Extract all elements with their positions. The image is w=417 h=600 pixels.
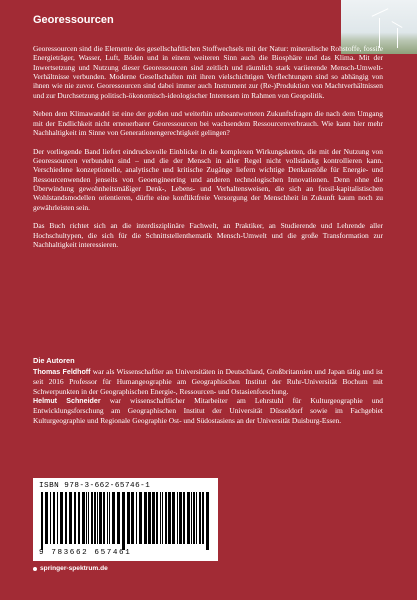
barcode-bar <box>82 492 85 544</box>
barcode-bar <box>97 492 98 544</box>
barcode-bar <box>45 492 48 544</box>
paragraph: Georessourcen sind die Elemente des gesellschaftlichen Stoffwechsels mit der Natur: mineralische Rohstoffe, fossile Energieträger, Wasser, Luft, Böden und in einem weiteren Sinn auch die Biosphäre und das Klima. Mit der Inwertsetzung und Nutzung dieser Georessourcen sind zeitlich und räumlich stark variierende Mensch-Umwelt-Verhältnisse verbunden. Moderne Gesellschaften mit ihren vielschichtigen Verflechtungen sind so abhängig von ihnen wie nie zuvor. Georessourcen sind dabei immer auch Instrument zur (Re-)Produktion von Machtverhältnissen und zur Durchsetzung politisch-ökonomisch-ideologischer Interessen im Rahmen von Geopolitik. <box>33 44 383 100</box>
barcode-bar <box>160 492 161 544</box>
barcode-bar <box>196 492 197 544</box>
barcode-bar <box>144 492 147 544</box>
barcode-bar <box>91 492 93 544</box>
authors-heading: Die Autoren <box>33 356 75 365</box>
barcode-bar <box>206 492 209 550</box>
barcode-bar <box>99 492 102 544</box>
barcode-bar <box>191 492 192 544</box>
barcode-bar <box>136 492 137 544</box>
barcode-bar <box>202 492 204 544</box>
description <box>33 44 383 259</box>
barcode-bar <box>117 492 120 544</box>
isbn-text: ISBN 978-3-662-65746-1 <box>39 482 151 490</box>
barcode-bar <box>152 492 155 544</box>
author-name: Helmut Schneider <box>33 397 101 406</box>
barcode-bar <box>103 492 105 544</box>
barcode-bar <box>65 492 67 544</box>
barcode-bar <box>183 492 185 544</box>
barcode-bar <box>94 492 96 544</box>
website-label: springer-spektrum.de <box>40 565 108 572</box>
authors-section <box>33 367 383 425</box>
barcode-bar <box>107 492 108 544</box>
author-entry <box>33 396 383 425</box>
author-bio: war als Wissenschaftler an Universitäten in Deutschland, Großbritannien und Japan tätig und ist seit 2016 Professor für Humangeographie am Geographischen Institut der Ruhr-Universität Bochum mit Schwerpunkten in der Geographischen Energie-, Ressourcen- und Ostasienforschung. <box>33 367 383 396</box>
ean-number: 9 783662 657461 <box>39 549 132 557</box>
barcode-bar <box>187 492 190 544</box>
publisher-website <box>33 565 108 572</box>
barcode-bar <box>179 492 182 544</box>
barcode <box>39 492 212 550</box>
paragraph: Neben dem Klimawandel ist eine der großen und weiterhin unbeantworteten Zukunftsfragen die nach dem Umgang mit der Endlichkeit nicht erneuerbarer Georessourcen bei wachsendem Ressourcenverbrauch. Wie kann hier mehr Nachhaltigkeit im Sinne von Generationengerechtigkeit gelingen? <box>33 109 383 138</box>
barcode-bar <box>41 492 43 550</box>
barcode-bar <box>60 492 63 544</box>
barcode-bar <box>69 492 72 544</box>
barcode-bar <box>78 492 80 544</box>
book-title: Georessourcen <box>33 14 114 26</box>
barcode-bar <box>86 492 87 544</box>
author-bio: war wissenschaftlicher Mitarbeiter am Lehrstuhl für Kulturgeographie und Entwicklungsforschung am Geographischen Institut der Universität Düsseldorf sowie im Fachgebiet Kulturgeographie und Regionale Geographie Ost- und Südostasiens an der Universität Duisburg-Essen. <box>33 396 383 425</box>
barcode-bar <box>109 492 110 544</box>
barcode-bar <box>50 492 51 544</box>
barcode-bar <box>172 492 175 544</box>
barcode-bar <box>168 492 171 544</box>
barcode-bar <box>131 492 134 544</box>
barcode-bar <box>193 492 195 544</box>
paragraph: Der vorliegende Band liefert eindrucksvolle Einblicke in die komplexen Wirkungsketten, die mit der Nutzung von Georessourcen verbunden sind – und die der Mensch in aller Regel nicht vollständig kontrollieren kann. Verschiedene konzeptionelle, analytische und kritische Zugänge liefern wichtige Denkanstöße für Energie- und Ressourcenwenden jenseits von Geoengineering und anderen technologischen Innovationen. Denn ohne die Überwindung gewohnheitsmäßiger Denk-, Lebens- und Verhaltensweisen, die sich an fossil-kapitalistischen Wohlstandsmodellen orientieren, dürfte eine konfliktfreie Versorgung der Menschheit in Zukunft kaum noch zu gewährleisten sein. <box>33 146 383 212</box>
barcode-bar <box>57 492 58 544</box>
barcode-bar <box>148 492 151 544</box>
barcode-bar <box>177 492 178 544</box>
barcode-bar <box>127 492 130 544</box>
barcode-bar <box>74 492 76 544</box>
barcode-bar <box>162 492 163 544</box>
paragraph: Das Buch richtet sich an die interdisziplinäre Fachwelt, an Praktiker, an Studierende und Lehrende aller Hochschultypen, die sich für die Schnittstellenthematik Mensch-Umwelt und die große Transformation zur Nachhaltigkeit interessieren. <box>33 221 383 250</box>
bullet-icon <box>33 567 37 571</box>
barcode-box <box>33 478 218 561</box>
barcode-bar <box>165 492 167 544</box>
barcode-bar <box>139 492 142 544</box>
barcode-bar <box>112 492 115 544</box>
author-name: Thomas Feldhoff <box>33 368 91 376</box>
barcode-bar <box>53 492 55 544</box>
barcode-bar <box>122 492 125 550</box>
barcode-bar <box>199 492 201 544</box>
author-entry <box>33 367 383 396</box>
barcode-bar <box>88 492 89 544</box>
barcode-bar <box>156 492 158 544</box>
